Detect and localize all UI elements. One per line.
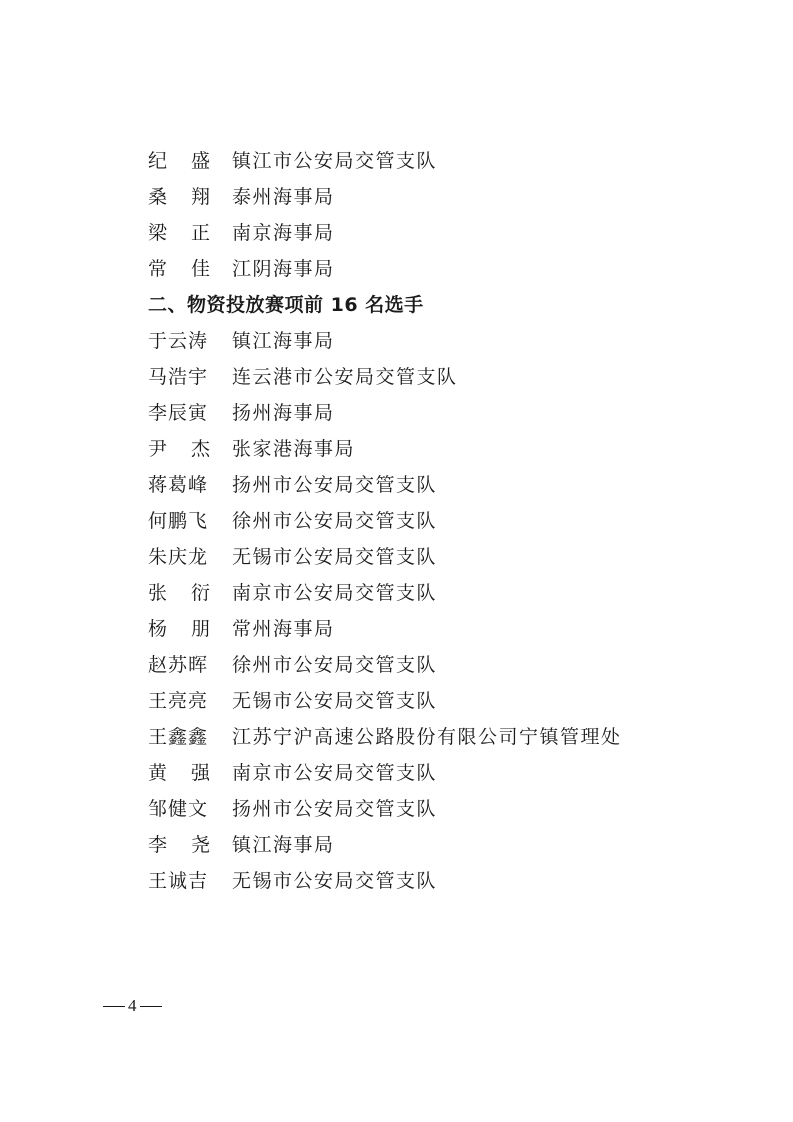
participant-org: 南京市公安局交管支队 <box>232 582 438 604</box>
participant-org: 常州海事局 <box>232 618 335 640</box>
participant-org: 徐州市公安局交管支队 <box>232 510 438 532</box>
participant-name: 张 衍 <box>148 582 210 604</box>
participant-org: 扬州海事局 <box>232 402 335 424</box>
participant-name: 李辰寅 <box>148 402 209 424</box>
participant-name: 赵苏晖 <box>148 654 209 676</box>
participant-name: 于云涛 <box>148 330 209 352</box>
page-number <box>100 996 165 1016</box>
participant-org: 无锡市公安局交管支队 <box>232 690 438 712</box>
list-item <box>148 827 748 863</box>
list-item <box>148 683 748 719</box>
participant-name: 朱庆龙 <box>148 546 209 568</box>
list-item <box>148 431 748 467</box>
page-number-value: 4 <box>128 996 137 1015</box>
participant-name: 李 尧 <box>148 834 210 856</box>
participant-name: 蒋葛峰 <box>148 474 209 496</box>
participant-name: 黄 强 <box>148 762 210 784</box>
participant-name: 桑 翔 <box>148 186 210 208</box>
list-item <box>148 143 748 179</box>
participant-org: 镇江海事局 <box>232 330 335 352</box>
list-item <box>148 323 748 359</box>
participant-org: 连云港市公安局交管支队 <box>232 366 458 388</box>
participant-name: 常 佳 <box>148 258 210 280</box>
participant-list <box>148 143 748 899</box>
list-item <box>148 575 748 611</box>
list-item <box>148 539 748 575</box>
list-item <box>148 791 748 827</box>
participant-name: 马浩宇 <box>148 366 209 388</box>
participant-name: 邹健文 <box>148 798 209 820</box>
list-item <box>148 179 748 215</box>
participant-org: 镇江市公安局交管支队 <box>232 150 438 172</box>
participant-name: 梁 正 <box>148 222 210 244</box>
participant-name: 何鹏飞 <box>148 510 209 532</box>
list-item <box>148 215 748 251</box>
participant-org: 无锡市公安局交管支队 <box>232 546 438 568</box>
section-heading: 二、物资投放赛项前 16 名选手 <box>148 294 424 316</box>
participant-name: 尹 杰 <box>148 438 210 460</box>
list-item <box>148 395 748 431</box>
participant-name: 王鑫鑫 <box>148 726 209 748</box>
page-number-dash-left <box>103 1006 125 1007</box>
participant-org: 张家港海事局 <box>232 438 356 460</box>
participant-name: 纪 盛 <box>148 150 210 172</box>
page-number-dash-right <box>140 1006 162 1007</box>
list-item <box>148 863 748 899</box>
participant-org: 扬州市公安局交管支队 <box>232 474 438 496</box>
list-item <box>148 611 748 647</box>
list-item <box>148 359 748 395</box>
list-item <box>148 251 748 287</box>
participant-org: 南京海事局 <box>232 222 335 244</box>
participant-name: 杨 朋 <box>148 618 210 640</box>
list-item <box>148 503 748 539</box>
participant-org: 扬州市公安局交管支队 <box>232 798 438 820</box>
participant-org: 镇江海事局 <box>232 834 335 856</box>
list-item <box>148 467 748 503</box>
participant-org: 江苏宁沪高速公路股份有限公司宁镇管理处 <box>232 726 622 748</box>
participant-org: 南京市公安局交管支队 <box>232 762 438 784</box>
participant-org: 无锡市公安局交管支队 <box>232 870 438 892</box>
participant-name: 王诚吉 <box>148 870 209 892</box>
participant-org: 徐州市公安局交管支队 <box>232 654 438 676</box>
list-item <box>148 719 748 755</box>
participant-org: 泰州海事局 <box>232 186 335 208</box>
list-item <box>148 647 748 683</box>
participant-name: 王亮亮 <box>148 690 209 712</box>
participant-org: 江阴海事局 <box>232 258 335 280</box>
list-item <box>148 755 748 791</box>
